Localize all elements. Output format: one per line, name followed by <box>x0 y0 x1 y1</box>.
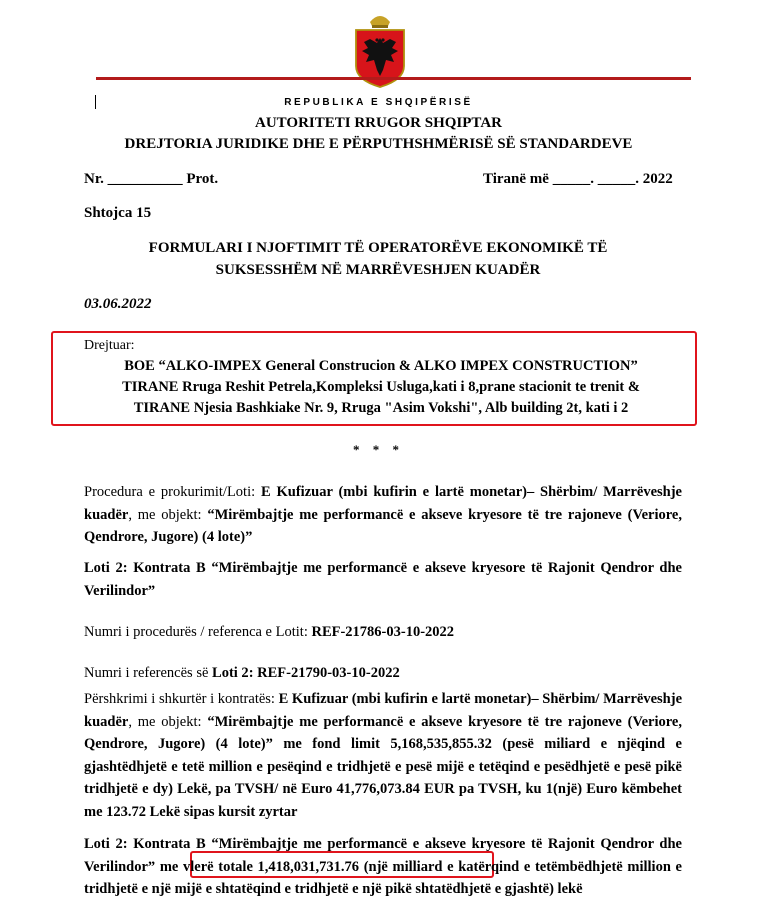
lot-title <box>84 557 682 602</box>
procedure-reference-label: Numri i procedurës / referenca e Lotit: <box>84 624 312 640</box>
issue-date: 03.06.2022 <box>84 296 152 312</box>
contract-description <box>84 688 682 823</box>
addressee-line-2: TIRANE Rruga Reshit Petrela,Kompleksi Usluga,kati i 8,prane stacionit te trenit & <box>122 379 640 395</box>
lot-reference-name: Loti 2 <box>212 665 249 681</box>
form-title-line2: SUKSESSHËM NË MARRËVESHJEN KUADËR <box>215 262 541 278</box>
lot-value-title: Loti 2: Kontrata B “Mirëmbajtje me performancë e akseve kryesore të Rajonit Qendror dhe Verilindor” <box>84 836 682 875</box>
form-title <box>110 237 646 281</box>
addressee-line-3: TIRANE Njesia Bashkiake Nr. 9, Rruga "Asim Vokshi", Alb building 2t, kati i 2 <box>133 400 629 416</box>
procedure-object: “Mirëmbajtje me performancë e akseve kryesore të tre rajoneve (Veriore, Qendrore, Jugore) (4 lote)” <box>84 506 682 545</box>
addressee-label: Drejtuar: <box>84 338 135 353</box>
lot-value-paragraph <box>84 833 682 901</box>
description-body: “Mirëmbajtje me performancë e akseve kryesore të tre rajoneve (Veriore, Qendrore, Jugore) (4 lote)” me fond limit 5,168,535,855.32 (pesë miliard e njëqind e gjashtëdhjetë e tetë million e pesëqind e tridhjetë e pesë mijë e tetëqind e pesëdhjetë e pesë pikë tridhjetë e dy) Lekë, pa TVSH/ në Euro 41,776,073.84 EUR pa TVSH, ku 1(një) Euro këmbehet me 123.72 Lekë sipas kursit zyrtar <box>84 713 682 820</box>
addressee-line-1: BOE “ALKO-IMPEX General Construcion & ALKO IMPEX CONSTRUCTION” <box>124 358 638 374</box>
procedure-type: E Kufizuar (mbi kufirin e lartë monetar)– Shërbim/ Marrëveshje kuadër <box>84 484 682 523</box>
procedure-paragraph <box>84 481 682 549</box>
description-type: E Kufizuar (mbi kufirin e lartë monetar)– Shërbim/ Marrëveshje kuadër <box>84 691 682 730</box>
authority-name: AUTORITETI RRUGOR SHQIPTAR <box>255 115 502 131</box>
lot-reference <box>84 662 682 685</box>
header-divider <box>96 77 691 80</box>
protocol-number: Nr. __________ Prot. <box>84 171 219 187</box>
lot-value-rest: e katërqind e tetëmbëdhjetë million e tridhjetë e një mijë e shtatëqind e tridhjetë e një pikë shtatëdhjetë e gjashtë) lekë <box>84 858 682 897</box>
procedure-label: Procedura e prokurimit/Loti: <box>84 484 261 500</box>
procedure-reference-value: REF-21786-03-10-2022 <box>311 624 455 640</box>
document-date-line: Tiranë më _____. _____. 2022 <box>483 171 673 187</box>
procedure-object-label: , me objekt: <box>128 506 208 523</box>
addressee-block <box>76 356 686 419</box>
lot-value-highlight: me vlerë totale 1,418,031,731.76 (një milliard <box>155 858 443 875</box>
directorate-name: DREJTORIA JURIDIKE DHE E PËRPUTHSHMËRISË SË STANDARDEVE <box>124 136 633 152</box>
section-separator: * * * <box>353 442 404 457</box>
lot-reference-label: Numri i referencës së <box>84 665 213 681</box>
form-title-line1: FORMULARI I NJOFTIMIT TË OPERATORËVE EKONOMIKË TË <box>148 240 608 256</box>
republic-name: REPUBLIKA E SHQIPËRISË <box>284 97 473 108</box>
procedure-reference <box>84 621 682 644</box>
annex-label: Shtojca 15 <box>84 205 152 221</box>
description-object-label: , me objekt: <box>128 713 208 730</box>
lot-reference-value: : REF-21790-03-10-2022 <box>248 665 400 681</box>
description-label: Përshkrimi i shkurtër i kontratës: <box>84 691 279 707</box>
lot-title-text: Loti 2: Kontrata B “Mirëmbajtje me performancë e akseve kryesore të Rajonit Qendror dhe Verilindor” <box>84 560 682 599</box>
